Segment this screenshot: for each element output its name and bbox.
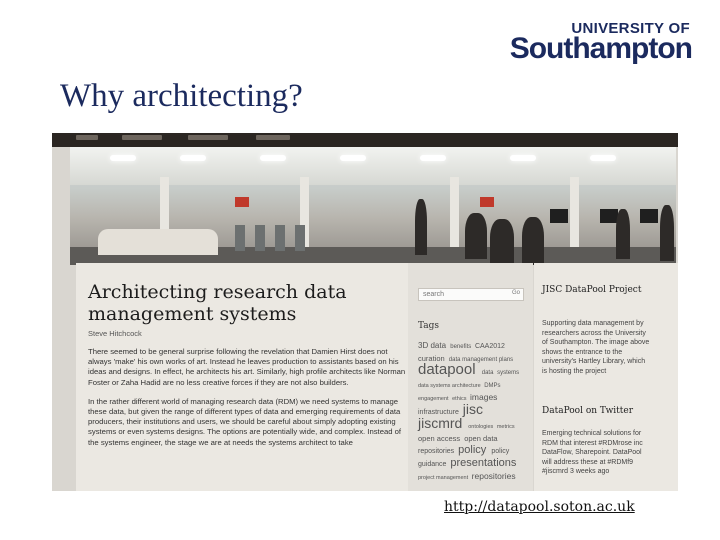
tag-link[interactable]: open access <box>418 434 463 443</box>
article-paragraph-1: There seemed to be general surprise following the revelation that Damien Hirst does not always 'make' his own works of art. Instead he leaves production to assistants based on his ideas and designs. In effect, he architects his art. Similarly, high profile architects like Norman Foster or Zaha Hadid are no less creative forces if they are not also builders. <box>88 347 406 387</box>
tags-heading: Tags <box>418 321 440 331</box>
tag-link[interactable]: curation <box>418 354 447 363</box>
tag-cloud <box>418 339 530 483</box>
tag-link[interactable]: systems <box>497 370 520 376</box>
tag-link[interactable]: benefits <box>450 344 473 350</box>
tag-link[interactable]: open data <box>464 434 498 443</box>
university-logo <box>492 20 692 68</box>
logo-university-of: UNIVERSITY OF <box>571 20 690 37</box>
tag-link[interactable]: 3D data <box>418 341 449 350</box>
article-title: Architecting research data management systems <box>88 281 347 325</box>
tag-link[interactable]: metrics <box>496 424 515 430</box>
blog-article <box>76 263 408 491</box>
search-go-button[interactable]: Go <box>511 290 520 296</box>
tag-link[interactable]: data systems architecture <box>418 383 483 389</box>
search-input[interactable] <box>418 288 524 301</box>
tag-link[interactable]: data management plans <box>448 357 514 363</box>
library-photo <box>70 147 676 265</box>
project-sidebar <box>534 263 678 491</box>
project-heading: JISC DataPool Project <box>542 285 642 295</box>
tag-link[interactable]: jisc <box>462 401 484 417</box>
tag-link[interactable]: repositories <box>418 448 457 455</box>
article-paragraph-2: In the rather different world of managing research data (RDM) we need systems to manage these data, but given the range of different types of data and emerging requirements of data producers, their institutions and users, we should be careful about simply adopting existing systems or even systems designs. The options are potentially wide, and complex. Instead of the systems engineer, the stage we are at needs the systems architect to take <box>88 396 402 447</box>
tag-link[interactable]: images <box>470 392 498 402</box>
datapool-url-link[interactable]: http://datapool.soton.ac.uk <box>444 499 635 515</box>
webpage-screenshot <box>52 133 678 491</box>
tags-sidebar <box>408 263 533 491</box>
tag-link[interactable]: policy guidance <box>418 448 510 468</box>
tag-link[interactable]: repositories <box>471 471 516 481</box>
tag-link[interactable]: policy <box>458 444 490 456</box>
webpage-nav-bar <box>52 133 678 147</box>
twitter-heading: DataPool on Twitter <box>542 406 634 416</box>
tag-link[interactable]: DMPs <box>484 383 501 389</box>
slide-title: Why architecting? <box>60 78 303 114</box>
tag-link[interactable]: jiscmrd <box>418 415 467 431</box>
tag-link[interactable]: ontologies <box>468 424 495 430</box>
tag-link[interactable]: infrastructure <box>418 409 461 416</box>
tag-link[interactable]: engagement <box>418 396 451 402</box>
tag-link[interactable]: CAA2012 <box>474 343 505 350</box>
search-placeholder: search <box>423 291 445 298</box>
project-description: Supporting data management by researchers across the University of Southampton. The image above shows the entrance to the university's Hartley Library, which is hosting the project <box>542 320 650 375</box>
tag-link[interactable]: datapool <box>418 361 480 378</box>
tag-link[interactable]: data <box>481 370 496 376</box>
tag-link[interactable]: presentations <box>450 457 517 469</box>
article-author: Steve Hitchcock <box>88 329 142 338</box>
logo-southampton: Southampton <box>509 32 692 65</box>
tag-link[interactable]: ethics <box>452 396 469 402</box>
twitter-feed: Emerging technical solutions for RDM that interest #RDMrose inc DataFlow, Sharepoint. DataPool will address these at #RDMf9 #jiscmrd 3 weeks ago <box>542 430 643 476</box>
tag-link[interactable]: project management <box>418 475 470 481</box>
